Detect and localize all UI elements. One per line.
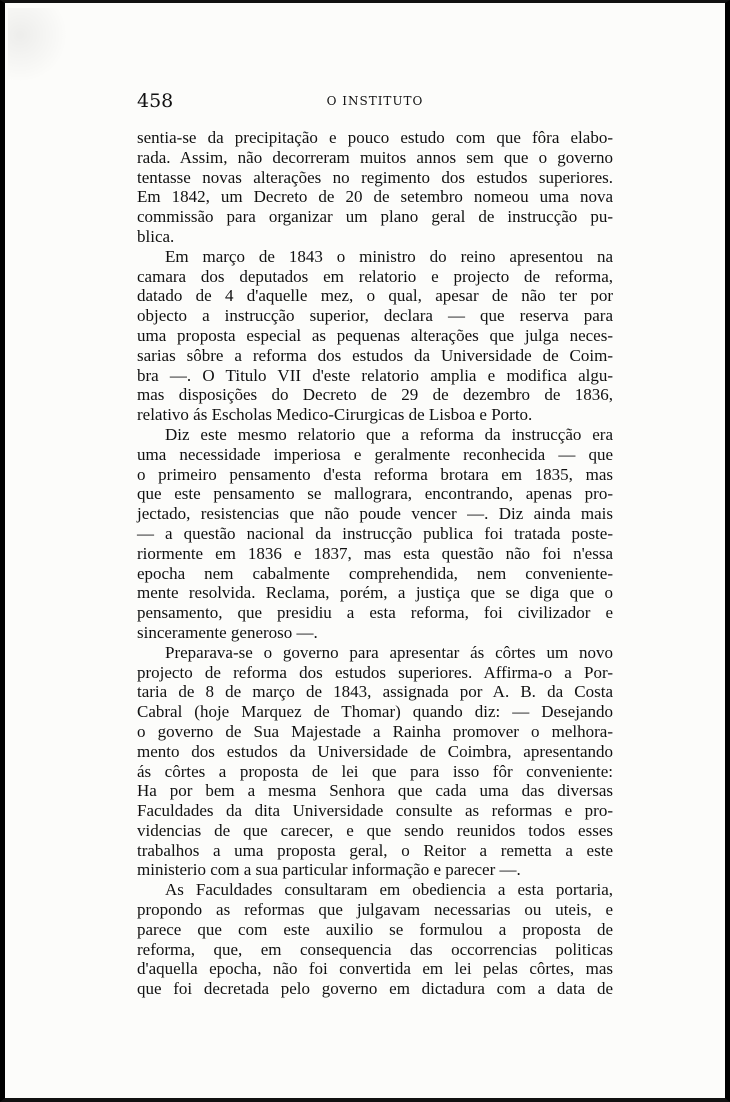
- text-line: videncias de que carecer, e que sendo reunidos todos esses: [137, 820, 613, 840]
- paragraph: [137, 880, 613, 999]
- text-line: mente resolvida. Reclama, porém, a justiça que se diga que o: [137, 583, 613, 603]
- text-line: sentia-se da precipitação e pouco estudo com que fôra elabo-: [137, 128, 613, 147]
- text-line: trabalhos a uma proposta geral, o Reitor a remetta a este: [137, 840, 613, 860]
- text-line: Em 1842, um Decreto de 20 de setembro nomeou uma nova: [137, 187, 613, 207]
- page-header: [137, 90, 613, 114]
- text-line: pensamento, que presidiu a esta reforma, foi civilizador e: [137, 603, 613, 623]
- text-line: sinceramente generoso —.: [137, 622, 318, 642]
- text-line: objecto a instrucção superior, declara — que reserva para: [137, 306, 613, 326]
- text-line: relativo ás Escholas Medico-Cirurgicas de Lisboa e Porto.: [137, 405, 533, 425]
- text-line: commissão para organizar um plano geral de instrucção pu-: [137, 207, 613, 227]
- text-line: mas disposições do Decreto de 29 de dezembro de 1836,: [137, 385, 613, 405]
- running-head: O INSTITUTO: [326, 94, 424, 108]
- body-text: [137, 128, 613, 999]
- paper-stain: [8, 8, 68, 98]
- text-line: que este pensamento se mallograra, encontrando, apenas pro-: [137, 484, 613, 504]
- text-line: datado de 4 d'aquelle mez, o qual, apesar de não ter por: [137, 286, 613, 306]
- text-line: Em março de 1843 o ministro do reino apresentou na: [165, 246, 613, 266]
- text-line: Ha por bem a mesma Senhora que cada uma das diversas: [137, 781, 613, 801]
- text-line: riormente em 1836 e 1837, mas esta questão não foi n'essa: [137, 543, 613, 563]
- text-line: reforma, que, em consequencia das occorrencias politicas: [137, 939, 613, 959]
- paragraph: [137, 643, 613, 881]
- text-line: camara dos deputados em relatorio e projecto de reforma,: [137, 266, 613, 286]
- text-line: uma proposta especial as pequenas alterações que julga neces-: [137, 325, 613, 345]
- text-line: o governo de Sua Majestade a Rainha promover o melhora-: [137, 721, 613, 741]
- page-number: 458: [137, 90, 174, 112]
- text-line: taria de 8 de março de 1843, assignada por A. B. da Costa: [137, 682, 613, 702]
- text-line: d'aquella epocha, não foi convertida em lei pelas côrtes, mas: [137, 959, 613, 979]
- text-line: tentasse novas alterações no regimento dos estudos superiores.: [137, 167, 613, 187]
- text-line: rada. Assim, não decorreram muitos annos sem que o governo: [137, 147, 613, 167]
- text-line: uma necessidade imperiosa e geralmente reconhecida — que: [137, 444, 613, 464]
- text-line: projecto de reforma dos estudos superiores. Affirma-o a Por-: [137, 662, 613, 682]
- text-line: bra —. O Titulo VII d'este relatorio amplia e modifica algu-: [137, 365, 613, 385]
- paragraph: [137, 425, 613, 643]
- text-line: — a questão nacional da instrucção publica foi tratada poste-: [137, 523, 613, 543]
- text-line: As Faculdades consultaram em obediencia a esta portaria,: [165, 880, 613, 900]
- text-line: sarias sôbre a reforma dos estudos da Universidade de Coim-: [137, 345, 613, 365]
- text-line: ministerio com a sua particular informação e parecer —.: [137, 860, 521, 880]
- text-line: mento dos estudos da Universidade de Coimbra, apresentando: [137, 741, 613, 761]
- text-line: ás côrtes a proposta de lei que para isso fôr conveniente:: [137, 761, 613, 781]
- text-line: parece que com este auxilio se formulou a proposta de: [137, 919, 613, 939]
- text-line: blica.: [137, 226, 175, 246]
- text-line: jectado, resistencias que não poude vencer —. Diz ainda mais: [137, 504, 613, 524]
- text-line: Preparava-se o governo para apresentar ás côrtes um novo: [165, 642, 613, 662]
- text-line: Faculdades da dita Universidade consulte as reformas e pro-: [137, 801, 613, 821]
- text-line: Diz este mesmo relatorio que a reforma da instrucção era: [165, 424, 613, 444]
- text-line: epocha nem cabalmente comprehendida, nem conveniente-: [137, 563, 613, 583]
- text-line: Cabral (hoje Marquez de Thomar) quando diz: — Desejando: [137, 702, 613, 722]
- paragraph: [137, 128, 613, 247]
- text-line: que foi decretada pelo governo em dictadura com a data de: [137, 979, 613, 999]
- text-line: propondo as reformas que julgavam necessarias ou uteis, e: [137, 900, 613, 920]
- text-line: o primeiro pensamento d'esta reforma brotara em 1835, mas: [137, 464, 613, 484]
- paragraph: [137, 247, 613, 425]
